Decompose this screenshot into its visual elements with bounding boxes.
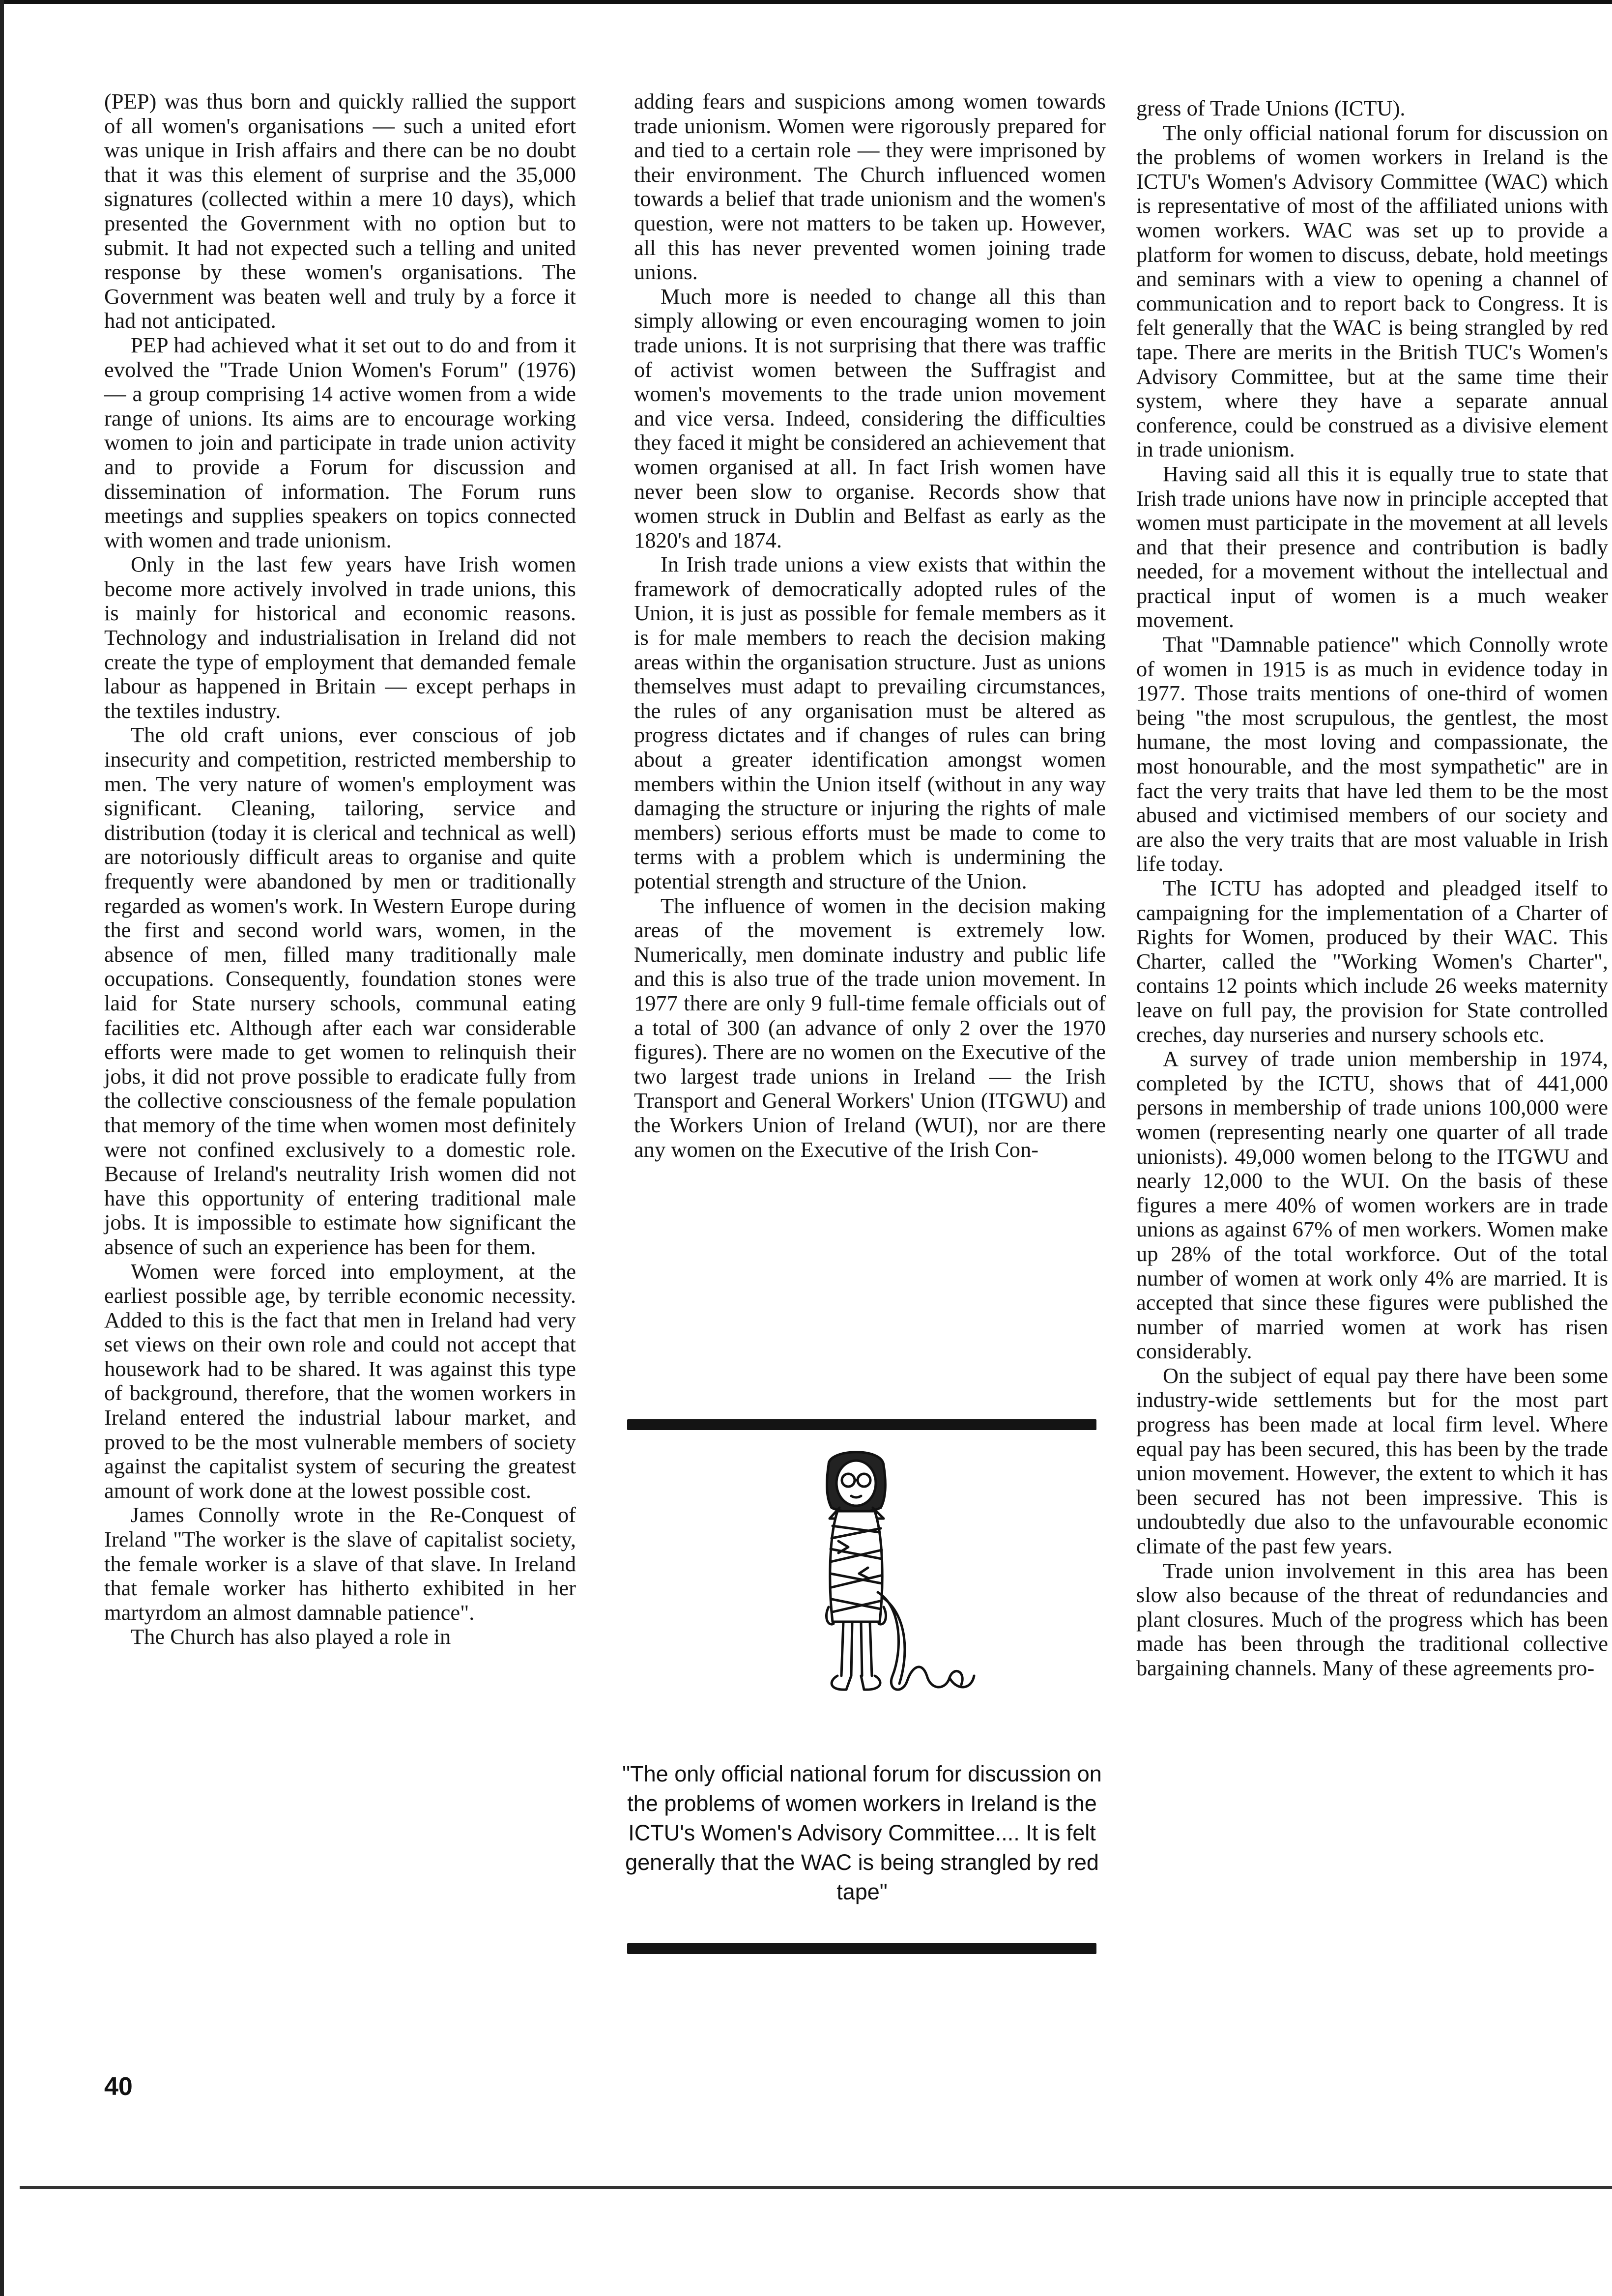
paragraph: James Connolly wrote in the Re-Conquest of Ireland "The worker is the slave of capitalist society, the female worker is a slave of that slave. In Ireland that female worker has hitherto exhibited in her martyrdom an almost damnable patience". bbox=[104, 1502, 576, 1625]
page-bottom-rule bbox=[20, 2186, 1612, 2189]
paragraph: PEP had achieved what it set out to do and from it evolved the "Trade Union Women's Forum" (1976) — a group comprising 14 active women from a wide range of unions. Its aims are to encourage working women to join and participate in trade union activity and to provide a Forum for discussion and dissemination of information. The Forum runs meetings and supplies speakers on topics connected with women and trade unionism. bbox=[104, 332, 576, 552]
paragraph: (PEP) was thus born and quickly rallied the support of all women's organisations — such a united efort was unique in Irish affairs and there can be no doubt that it was this element of surprise and the 35,000 signatures (collected within a mere 10 days), which presented the Government with no option but to submit. It had not expected such a telling and united response by these women's organisations. The Government was beaten well and truly by a force it had not anticipated. bbox=[104, 89, 576, 333]
paragraph: The old craft unions, ever conscious of job insecurity and competition, restricted membership to men. The very nature of women's employment was significant. Cleaning, tailoring, service and distribution (today it is clerical and technical as well) are notoriously difficult areas to organise and quite frequently were abandoned by men or traditionally regarded as women's work. In Western Europe during the first and second world wars, women, in the absence of men, filled many traditionally male occupations. Consequently, foundation stones were laid for State nursery schools, communal eating facilities etc. Although after each war considerable efforts were made to get women to relinquish their jobs, it did not prove possible to eradicate fully from the collective consciousness of the female population that memory of the time when women most definitely were not confined exclusively to a domestic role. Because of Ireland's neutrality Irish women did not have this opportunity of entering traditional male jobs. It is impossible to estimate how significant the absence of such an experience has been for them. bbox=[104, 722, 576, 1259]
article-column-2 bbox=[634, 89, 1106, 1162]
paragraph: Trade union involvement in this area has been slow also because of the threat of redundancies and plant closures. Much of the progress which has been made has been through the traditional collective bargaining channels. Many of these agreements pro- bbox=[1136, 1558, 1608, 1680]
pull-quote-caption: "The only official national forum for discussion on the problems of women workers in Ireland is the ICTU's Women's Advisory Committee.... It is felt generally that the WAC is being strangled by red tape" bbox=[622, 1761, 1102, 1904]
paragraph: The only official national forum for discussion on the problems of women workers in Ireland is the ICTU's Women's Advisory Committee (WAC) which is representative of most of the affiliated unions with women workers. WAC was set up to provide a platform for women to discuss, debate, hold meetings and seminars with a view to opening a channel of communication and to report back to Congress. It is felt generally that the WAC is being strangled by red tape. There are merits in the British TUC's Women's Advisory Committee, but at the same time their system, where they have a separate annual conference, could be construed as a divisive element in trade unionism. bbox=[1136, 120, 1608, 462]
page-left-border bbox=[0, 0, 4, 2296]
woman-bound-in-red-tape-illustration bbox=[755, 1445, 981, 1735]
paragraph: Women were forced into employment, at the earliest possible age, by terrible economic necessity. Added to this is the fact that men in Ireland had very set views on their own role and could not accept that housework had to be shared. It was against this type of background, therefore, that the women workers in Ireland entered the industrial labour market, and proved to be the most vulnerable members of society against the capitalist system of securing the greatest amount of work done at the lowest possible cost. bbox=[104, 1259, 576, 1503]
figure-top-rule bbox=[627, 1419, 1096, 1430]
page-top-border bbox=[0, 0, 1612, 4]
paragraph: That "Damnable patience" which Connolly wrote of women in 1915 is as much in evidence today in 1977. Those traits mentions of one-third of women being "the most scrupulous, the gentlest, the most humane, the most loving and compassionate, the most honourable, and the most sympathetic" are in fact the very traits that have led them to be the most abused and victimised members of our society and are also the very traits that are most valuable in Irish life today. bbox=[1136, 632, 1608, 876]
paragraph: On the subject of equal pay there have been some industry-wide settlements but for the most part progress has been made at local firm level. Where equal pay has been secured, this has been by the trade union movement. However, the extent to which it has been secured has not been impressive. This is undoubtedly due also to the unfavourable economic climate of the past few years. bbox=[1136, 1363, 1608, 1559]
paragraph: A survey of trade union membership in 1974, completed by the ICTU, shows that of 441,000 persons in membership of trade unions 100,000 were women (representing nearly one quarter of all trade unionists). 49,000 women belong to the ITGWU and nearly 12,000 to the WUI. On the basis of these figures a mere 40% of women workers are in trade unions as against 67% of men workers. Women make up 28% of the total workforce. Out of the total number of women at work only 4% are married. It is accepted that since these figures were published the number of married women at work has risen considerably. bbox=[1136, 1046, 1608, 1364]
paragraph: Much more is needed to change all this than simply allowing or even encouraging women to join trade unions. It is not surprising that there was traffic of activist women between the Suffragist and women's movements to the trade union movement and vice versa. Indeed, considering the difficulties they faced it might be considered an achievement that women organised at all. In fact Irish women have never been slow to organise. Records show that women struck in Dublin and Belfast as early as the 1820's and 1874. bbox=[634, 284, 1106, 552]
paragraph: Only in the last few years have Irish women become more actively involved in trade unions, this is mainly for historical and economic reasons. Technology and industrialisation in Ireland did not create the type of employment that demanded female labour as happened in Britain — except perhaps in the textiles industry. bbox=[104, 552, 576, 723]
paragraph: adding fears and suspicions among women towards trade unionism. Women were rigorously prepared for and tied to a certain role — they were imprisoned by their environment. The Church influenced women towards a belief that trade unionism and the women's question, were not matters to be taken up. However, all this has never prevented women joining trade unions. bbox=[634, 89, 1106, 285]
paragraph: In Irish trade unions a view exists that within the framework of democratically adopted rules of the Union, it is just as possible for female members as it is for male members to reach the decision making areas within the organisation structure. Just as unions themselves must adapt to prevailing circumstances, the rules of any organisation must be altered as progress dictates and if changes of rules can bring about a greater identification amongst women members within the Union itself (without in any way damaging the structure or injuring the rights of male members) serious efforts must be made to come to terms with a problem which is undermining the potential strength and structure of the Union. bbox=[634, 552, 1106, 893]
article-column-3 bbox=[1136, 96, 1608, 1681]
paragraph: Having said all this it is equally true to state that Irish trade unions have now in principle accepted that women must participate in the movement at all levels and that their presence and contribution is badly needed, for a movement without the intellectual and practical input of women is a much weaker movement. bbox=[1136, 461, 1608, 632]
article-column-1 bbox=[104, 89, 576, 1649]
page-number: 40 bbox=[104, 2072, 133, 2101]
paragraph: The ICTU has adopted and pleadged itself to campaigning for the implementation of a Charter of Rights for Women, produced by their WAC. This Charter, called the "Working Women's Charter", contains 12 points which include 26 weeks maternity leave on full pay, the provision for State controlled creches, day nurseries and nursery schools etc. bbox=[1136, 876, 1608, 1047]
paragraph: The Church has also played a role in bbox=[131, 1624, 451, 1649]
paragraph: The influence of women in the decision making areas of the movement is extremely low. Numerically, men dominate industry and public life and this is also true of the trade union movement. In 1977 there are only 9 full-time female officials out of a total of 300 (an advance of only 2 over the 1970 figures). There are no women on the Executive of the two largest trade unions in Ireland — the Irish Transport and General Workers' Union (ITGWU) and the Workers Union of Ireland (WUI), nor are there any women on the Executive of the Irish Con- bbox=[634, 893, 1106, 1162]
pull-quote-figure bbox=[622, 1419, 1102, 1958]
figure-bottom-rule bbox=[627, 1943, 1096, 1954]
paragraph: gress of Trade Unions (ICTU). bbox=[1136, 96, 1406, 120]
